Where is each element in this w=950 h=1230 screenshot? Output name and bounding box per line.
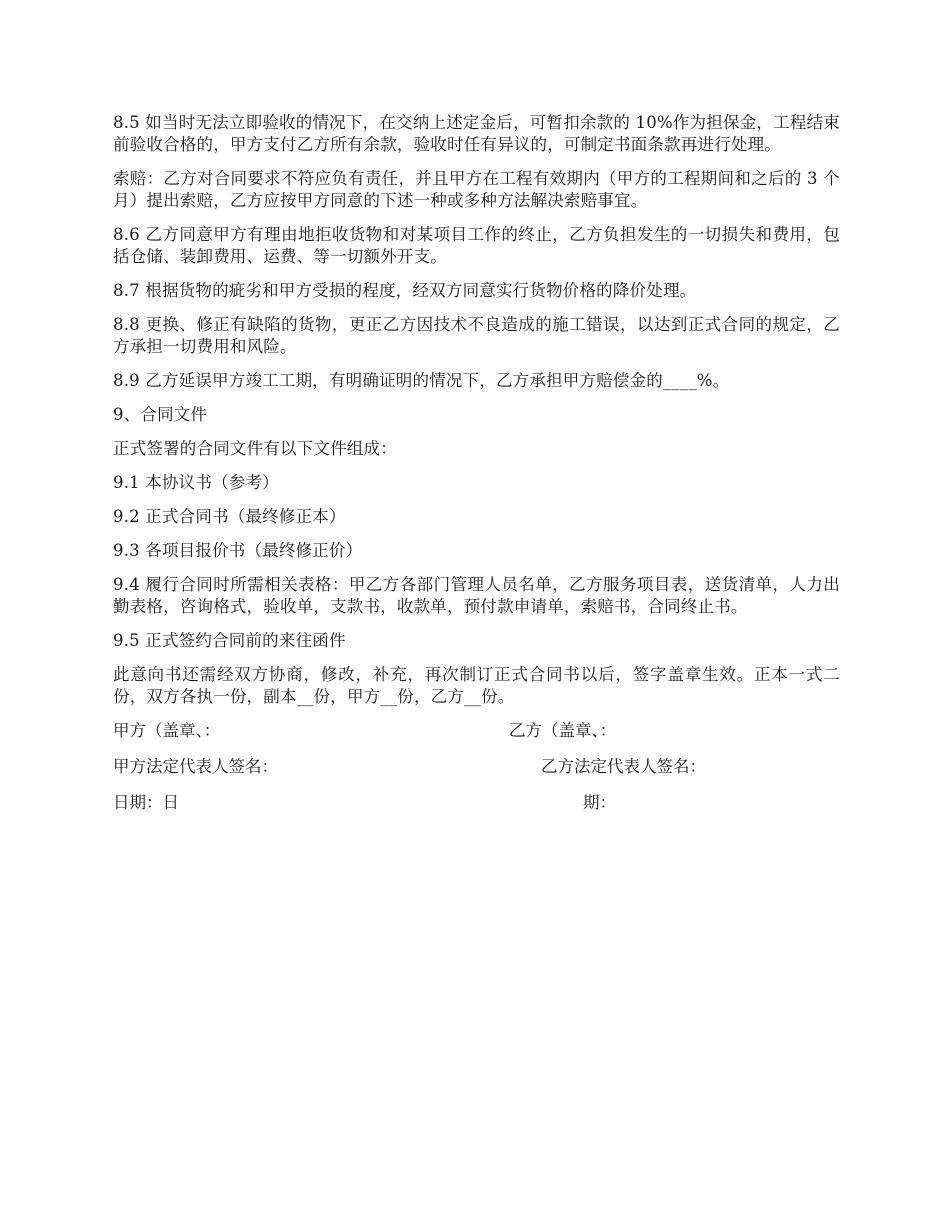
clause-8-8: 8.8 更换、修正有缺陷的货物，更正乙方因技术不良造成的施工错误，以达到正式合同的规定，乙方承担一切费用和风险。	[113, 315, 840, 356]
party-b-seal-label: 乙方（盖章、：	[509, 721, 617, 740]
section-9-heading: 9、合同文件	[113, 405, 208, 424]
party-a-seal-label: 甲方（盖章、：	[113, 721, 221, 740]
date-label-right: 期：	[583, 793, 616, 812]
representative-row	[113, 756, 840, 778]
clause-8-5: 8.5 如当时无法立即验收的情况下，在交纳上述定金后，可暂扣余款的 10%作为担保金，工程结束前验收合格的，甲方支付乙方所有余款，验收时任有异议的，可制定书面条款再进行处理。	[113, 113, 840, 154]
clause-8-6: 8.6 乙方同意甲方有理由地拒收货物和对某项目工作的终止，乙方负担发生的一切损失和费用，包括仓储、装卸费用、运费、等一切额外开支。	[113, 225, 840, 266]
document-page	[113, 112, 840, 828]
clause-9-4: 9.4 履行合同时所需相关表格：甲乙方各部门管理人员名单，乙方服务项目表，送货清单，人力出勤表格，咨询格式，验收单，支款书，收款单，预付款申请单，索赔书，合同终止书。	[113, 575, 840, 616]
party-b-rep-label: 乙方法定代表人签名：	[541, 757, 706, 776]
clause-8-9: 8.9 乙方延误甲方竣工工期，有明确证明的情况下，乙方承担甲方赔偿金的____%。	[113, 371, 730, 390]
seal-row	[113, 720, 840, 742]
clause-9-5: 9.5 正式签约合同前的来往函件	[113, 631, 346, 650]
clause-9-1: 9.1 本协议书（参考）	[113, 473, 279, 492]
date-row	[113, 792, 840, 814]
claims-paragraph: 索赔：乙方对合同要求不符应负有责任，并且甲方在工程有效期内（甲方的工程期间和之后的 3 个月）提出索赔，乙方应按甲方同意的下述一种或多种方法解决索赔事宜。	[113, 169, 840, 210]
closing-paragraph: 此意向书还需经双方协商，修改，补充，再次制订正式合同书以后，签字盖章生效。正本一式二份，双方各执一份，副本__份，甲方__份，乙方__份。	[113, 665, 840, 706]
clause-9-3: 9.3 各项目报价书（最终修正价）	[113, 541, 363, 560]
clause-9-2: 9.2 正式合同书（最终修正本）	[113, 507, 346, 526]
date-label-left: 日期：日	[113, 793, 179, 812]
contract-docs-intro: 正式签署的合同文件有以下文件组成：	[113, 439, 397, 458]
party-a-rep-label: 甲方法定代表人签名：	[113, 757, 278, 776]
clause-8-7: 8.7 根据货物的疵劣和甲方受损的程度，经双方同意实行货物价格的降价处理。	[113, 281, 697, 300]
